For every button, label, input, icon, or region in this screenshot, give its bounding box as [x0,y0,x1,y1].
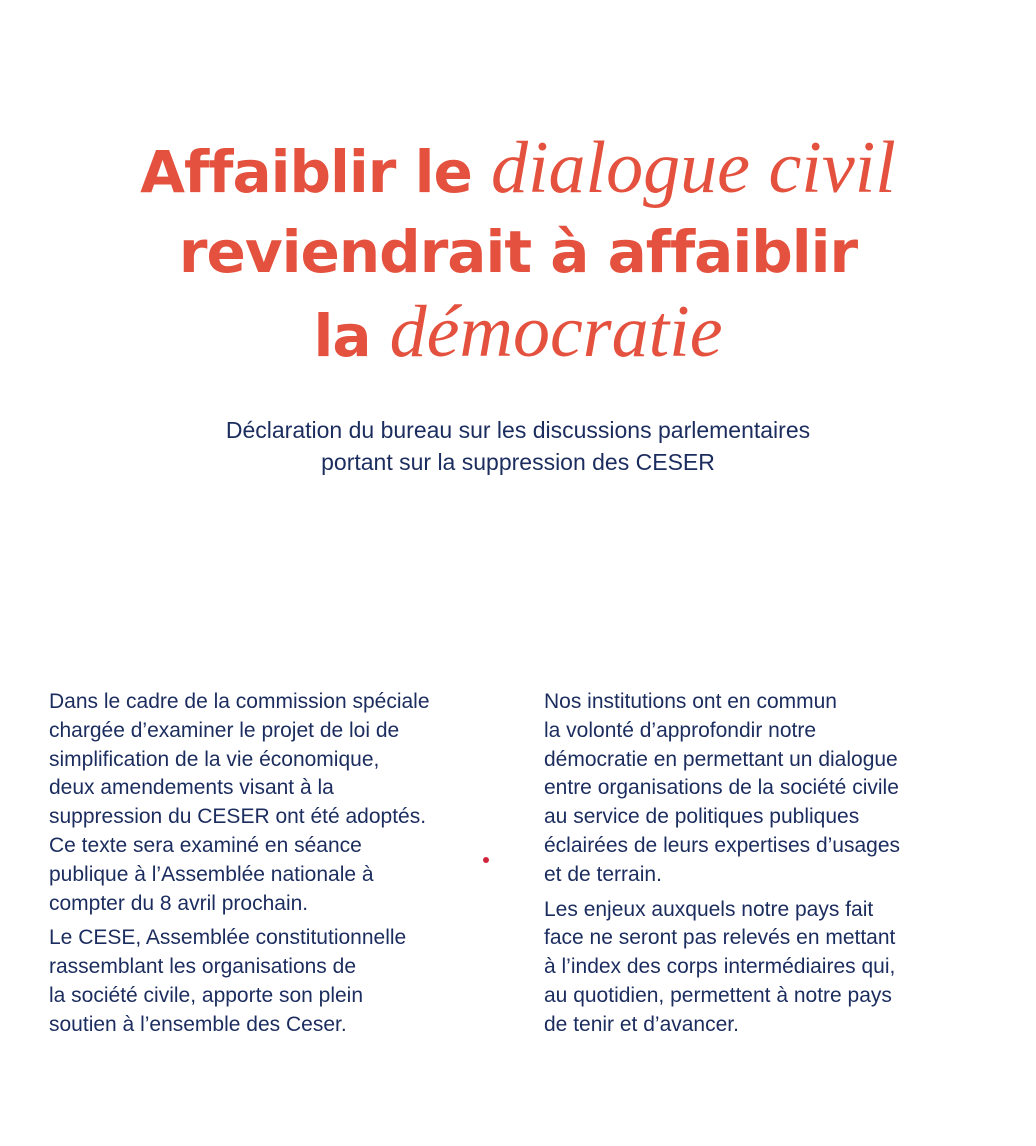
page-title [0,128,1036,376]
title-line-1 [0,128,1036,212]
text-line: au service de politiques publiques [544,805,860,829]
text-line: compter du 8 avril prochain. [49,891,309,915]
right-paragraph-2 [544,896,984,1040]
text-line: chargée d’examiner le projet de loi de [49,718,400,742]
title-line-2: reviendrait à affaiblir [178,218,858,286]
text-line: la société civile, apporte son plein [49,983,364,1007]
subtitle-line-1: Déclaration du bureau sur les discussions parlementaires [225,417,811,443]
title-line-3-plain: la [313,302,390,370]
text-line: face ne seront pas relevés en mettant [544,926,896,950]
right-paragraph-1 [544,688,984,890]
text-line: Le CESE, Assemblée constitutionnelle [49,926,407,950]
text-line: et de terrain. [544,862,662,886]
left-paragraph-2 [49,924,494,1039]
left-paragraph-1 [49,688,494,918]
subtitle-line-2: portant sur la suppression des CESER [321,449,715,475]
text-line: la volonté d’approfondir notre [544,718,817,742]
text-line: Dans le cadre de la commission spéciale [49,690,430,713]
title-line-3 [0,292,1036,376]
decorative-dot [483,857,489,863]
text-line: Nos institutions ont en commun [544,690,837,713]
title-line-1-plain: Affaiblir le [140,138,491,206]
text-line: démocratie en permettant un dialogue [544,747,898,771]
text-line: simplification de la vie économique, [49,747,380,771]
text-line: deux amendements visant à la [49,776,334,800]
text-line: suppression du CESER ont été adoptés. [49,805,427,829]
text-line: de tenir et d’avancer. [544,1012,739,1036]
text-line: au quotidien, permettent à notre pays [544,983,892,1007]
text-line: publique à l’Assemblée nationale à [49,862,374,886]
right-column [544,688,984,1046]
text-line: entre organisations de la société civile [544,776,899,800]
text-line: Ce texte sera examiné en séance [49,833,362,857]
subtitle [0,414,1036,478]
text-line: éclairées de leurs expertises d’usages [544,833,901,857]
title-line-1-italic: dialogue civil [491,127,896,209]
text-line: rassemblant les organisations de [49,955,357,979]
text-line: Les enjeux auxquels notre pays fait [544,897,874,921]
title-line-3-italic: démocratie [389,291,723,373]
text-line: soutien à l’ensemble des Ceser. [49,1012,347,1036]
left-column [49,688,494,1046]
text-line: à l’index des corps intermédiaires qui, [544,955,896,979]
